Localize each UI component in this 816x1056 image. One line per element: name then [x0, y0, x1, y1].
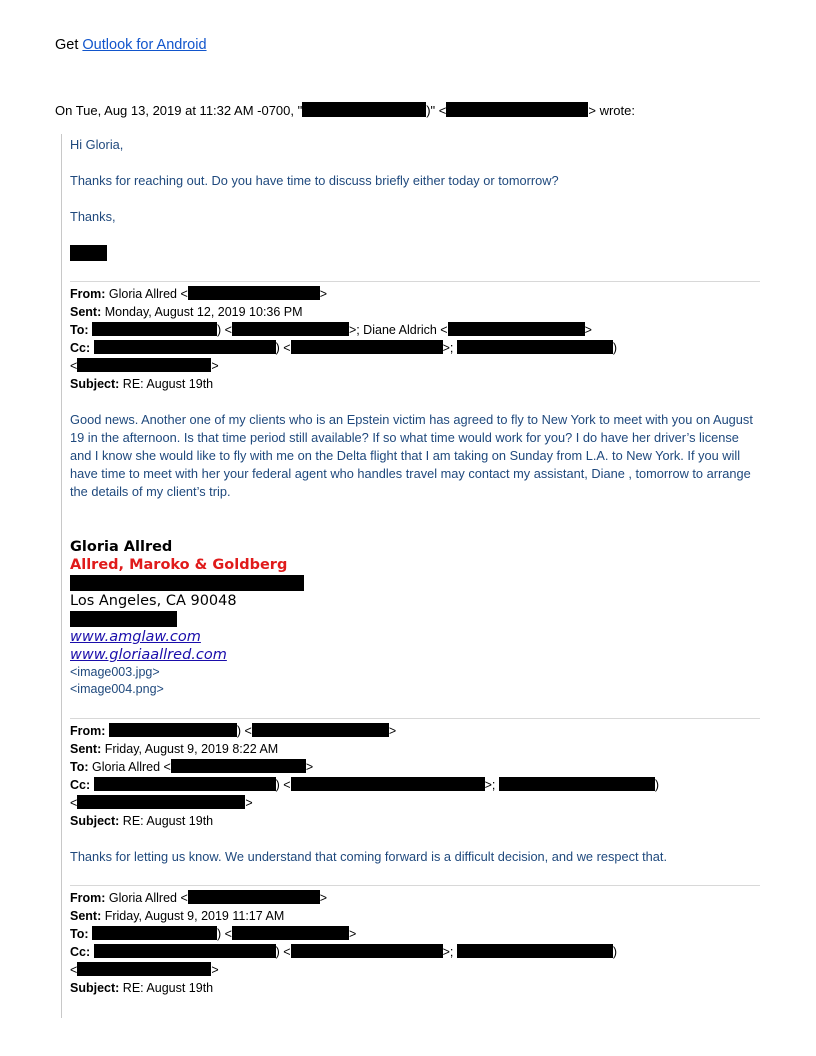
redaction: [291, 340, 443, 354]
email1-from: From: Gloria Allred < >: [70, 287, 328, 301]
intro-mid: )" <: [426, 103, 447, 118]
email1-body: Good news. Another one of my clients who is an Epstein victim has agreed to fly to New York to meet with you on August 19 in the afternoon. Is that time period still available? If so what time would work for you? I do have her driver’s license and I know she would like to fly with me on the Delta flight that I am taking on Sunday from L.A. to New York. If you will have time to meet with her your federal agent who handles travel may contact my assistant, Diane , tomorrow to arrange the details of my client’s trip.: [70, 412, 753, 499]
redaction: [171, 759, 306, 773]
redaction: [446, 102, 588, 117]
reply-greeting: Hi Gloria,: [70, 137, 124, 152]
redaction: [291, 944, 443, 958]
redaction: [92, 322, 217, 336]
redaction: [70, 245, 107, 261]
email2-cc-cont: < >: [70, 796, 253, 810]
email2-cc: Cc: ) < >; ): [70, 778, 660, 792]
email3-sent: Sent: Friday, August 9, 2019 11:17 AM: [70, 909, 285, 923]
redaction: [232, 322, 349, 336]
redaction: [448, 322, 585, 336]
reply-body: Thanks for reaching out. Do you have time to discuss briefly either today or tomorrow?: [70, 173, 559, 188]
redaction: [109, 723, 237, 737]
redaction: [77, 358, 211, 372]
get-outlook-line: [55, 37, 207, 53]
email2-to: To: Gloria Allred < >: [70, 760, 314, 774]
intro-suffix: > wrote:: [588, 103, 635, 118]
email1-subject: Subject: RE: August 19th: [70, 377, 214, 391]
redaction: [188, 890, 320, 904]
email3-from: From: Gloria Allred < >: [70, 891, 328, 905]
redaction: [94, 777, 276, 791]
image-attachment-placeholder: <image004.png>: [70, 682, 164, 696]
redaction: [457, 944, 613, 958]
email2-sent-date: Friday, August 9, 2019 8:22 AM: [104, 742, 279, 756]
redaction: [92, 926, 217, 940]
redaction: [70, 611, 177, 627]
email1-from-name: Gloria Allred <: [108, 287, 188, 301]
outlook-for-android-link[interactable]: Outlook for Android: [82, 37, 207, 53]
email1-cc-cont: < >: [70, 359, 219, 373]
email1-to: To: ) < >; Diane Aldrich < >: [70, 323, 592, 337]
email2-subject-text: RE: August 19th: [122, 814, 214, 828]
email3-subject-text: RE: August 19th: [122, 981, 214, 995]
divider: [70, 718, 760, 719]
redaction: [302, 102, 426, 117]
redaction: [70, 575, 304, 591]
redaction: [499, 777, 655, 791]
divider: [70, 281, 760, 282]
intro-line: [55, 102, 635, 120]
amglaw-link[interactable]: www.amglaw.com: [70, 629, 201, 645]
email1-cc: Cc: ) < >; ): [70, 341, 618, 355]
redaction: [291, 777, 485, 791]
intro-prefix: On Tue, Aug 13, 2019 at 11:32 AM -0700, ": [55, 103, 303, 118]
quote-bar: [61, 134, 62, 1018]
email3-cc: Cc: ) < >; ): [70, 945, 618, 959]
email1-subject-text: RE: August 19th: [122, 377, 214, 391]
redaction: [94, 340, 276, 354]
email2-body: Thanks for letting us know. We understand that coming forward is a difficult decision, and we respect that.: [70, 849, 668, 864]
email2-sent: Sent: Friday, August 9, 2019 8:22 AM: [70, 742, 279, 756]
redaction: [232, 926, 349, 940]
redaction: [457, 340, 613, 354]
divider: [70, 885, 760, 886]
signature-firm: Allred, Maroko & Goldberg: [70, 557, 288, 573]
redaction: [77, 962, 211, 976]
signature-city: Los Angeles, CA 90048: [70, 593, 237, 609]
email1-to-mid: >; Diane Aldrich <: [348, 323, 448, 337]
email3-cc-cont: < >: [70, 963, 219, 977]
email1-sent: Sent: Monday, August 12, 2019 10:36 PM: [70, 305, 303, 319]
email3-from-name: Gloria Allred <: [108, 891, 188, 905]
image-attachment-placeholder: <image003.jpg>: [70, 665, 160, 679]
reply-closing: Thanks,: [70, 209, 116, 224]
get-prefix: Get: [55, 37, 79, 53]
email2-subject: Subject: RE: August 19th: [70, 814, 214, 828]
email1-sent-date: Monday, August 12, 2019 10:36 PM: [104, 305, 303, 319]
redaction: [188, 286, 320, 300]
email3-to: To: ) < >: [70, 927, 357, 941]
email3-subject: Subject: RE: August 19th: [70, 981, 214, 995]
email2-from: From: ) < >: [70, 724, 397, 738]
signature-name: Gloria Allred: [70, 539, 173, 555]
gloriaallred-link[interactable]: www.gloriaallred.com: [70, 647, 227, 663]
email2-to-name: Gloria Allred <: [92, 760, 171, 774]
redaction: [77, 795, 245, 809]
email3-sent-date: Friday, August 9, 2019 11:17 AM: [104, 909, 285, 923]
redaction: [252, 723, 389, 737]
redaction: [94, 944, 276, 958]
